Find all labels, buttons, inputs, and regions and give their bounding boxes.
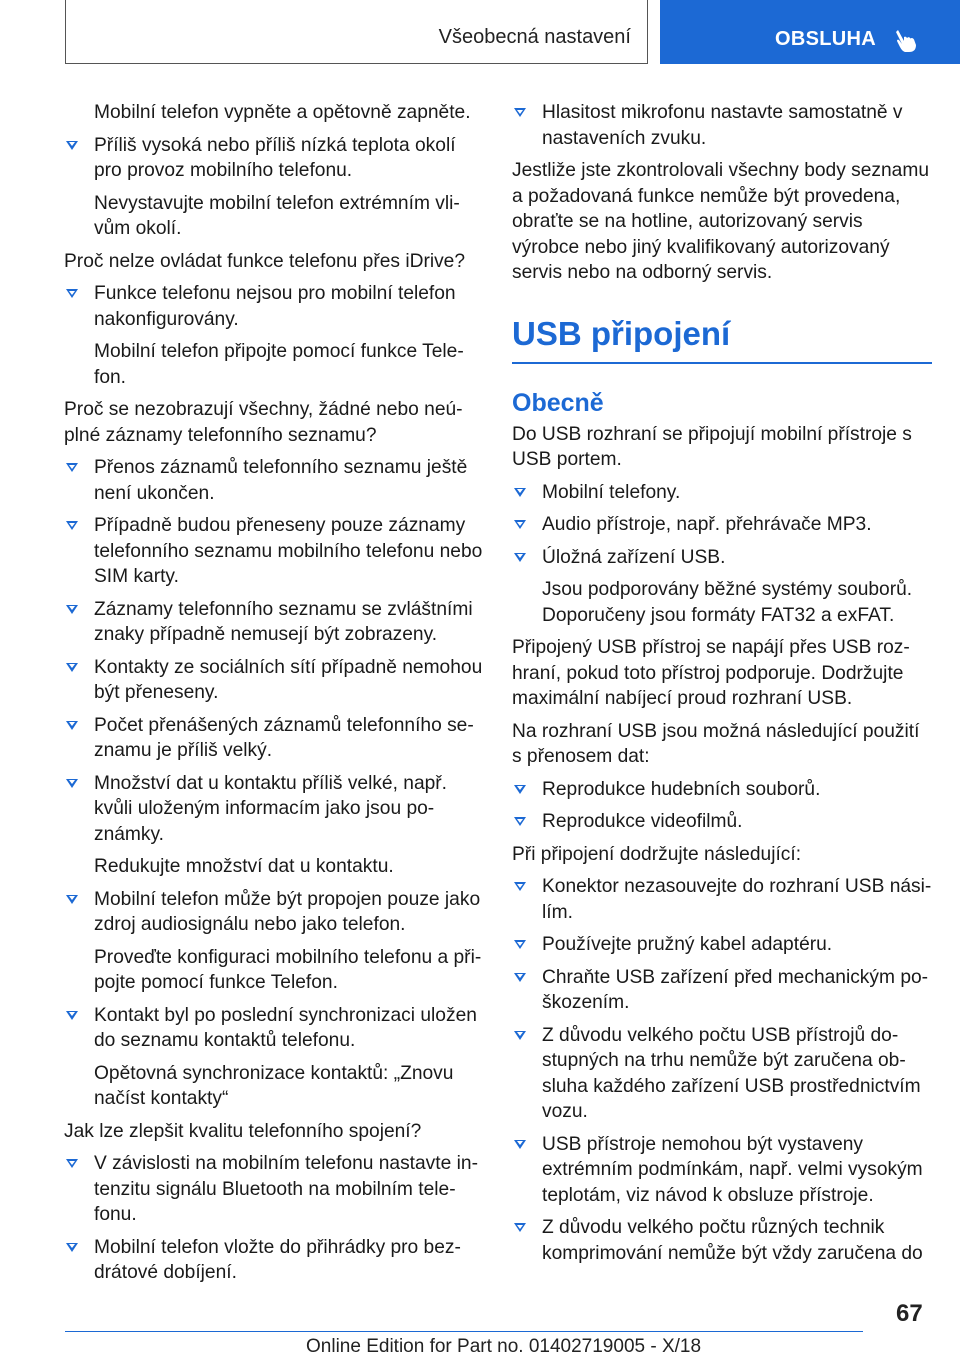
question: Jak lze zlepšit kvalitu telefonního spojení?	[64, 1120, 422, 1142]
bullet-triangle-icon	[66, 521, 78, 530]
list-item: Z důvodu velkého počtu USB přístrojů dostupných na trhu nemůže být zaručena obsluha každého zařízení USB prostřednictvím vozu.	[512, 1023, 932, 1125]
list-item: Hlasitost mikrofonu nastavte samostatně v nastaveních zvuku.	[512, 100, 932, 151]
list-item: Mobilní telefon vložte do přihrádky pro bezdrátové dobíjení.	[64, 1235, 484, 1286]
paragraph: Připojený USB přístroj se napájí přes USB rozhraní, pokud toto přístroj podporuje. Dodržujte maximální nabíjecí proud rozhraní USB.	[512, 637, 910, 709]
bullet-triangle-icon	[514, 882, 526, 891]
chapter-tab-label: OBSLUHA	[775, 28, 876, 50]
bullet-triangle-icon	[514, 1223, 526, 1232]
paragraph: Redukujte množství dat u kontaktu.	[94, 856, 394, 877]
list-item: Množství dat u kontaktu příliš velké, např. kvůli uloženým informacím jako jsou poznámky.	[64, 771, 484, 848]
paragraph: Do USB rozhraní se připojují mobilní přístroje s USB portem.	[512, 423, 912, 470]
list-item: Reprodukce hudebních souborů.	[512, 777, 932, 803]
paragraph: Opětovná synchronizace kontaktů: „Znovu načíst kontakty“	[94, 1062, 454, 1109]
paragraph: Mobilní telefon vypněte a opětovně zapněte.	[94, 102, 471, 123]
list-item: Záznamy telefonního seznamu se zvláštními znaky případně nemusejí být zobrazeny.	[64, 597, 484, 648]
list-item: Případně budou přeneseny pouze záznamy telefonního seznamu mobilního telefonu nebo SIM karty.	[64, 513, 484, 590]
subsection-heading: Obecně	[512, 388, 604, 417]
bullet-triangle-icon	[66, 463, 78, 472]
bullet-triangle-icon	[66, 895, 78, 904]
paragraph: Na rozhraní USB jsou možná následující použití s přenosem dat:	[512, 720, 920, 767]
bullet-triangle-icon	[514, 520, 526, 529]
bullet-triangle-icon	[66, 141, 78, 150]
section-heading: USB připojení	[512, 316, 932, 364]
list-item: Úložná zařízení USB.	[512, 545, 932, 571]
bullet-triangle-icon	[514, 940, 526, 949]
list-item: Funkce telefonu nejsou pro mobilní telefon nakonfigurovány.	[64, 281, 484, 332]
bullet-triangle-icon	[66, 289, 78, 298]
bullet-triangle-icon	[66, 1159, 78, 1168]
paragraph: Mobilní telefon připojte pomocí funkce Telefon.	[94, 341, 464, 388]
question: Proč se nezobrazují všechny, žádné nebo neúplné záznamy telefonního seznamu?	[64, 399, 463, 446]
list-item: Počet přenášených záznamů telefonního seznamu je příliš velký.	[64, 713, 484, 764]
page-number: 67	[896, 1300, 923, 1327]
list-item: Z důvodu velkého počtu různých technik komprimování nemůže být vždy zaručena do	[512, 1215, 932, 1266]
list-item: Kontakt byl po poslední synchronizaci uložen do seznamu kontaktů telefonu.	[64, 1003, 484, 1054]
list-item: Kontakty ze sociálních sítí případně nemohou být přeneseny.	[64, 655, 484, 706]
left-column	[64, 100, 484, 1293]
list-item: Audio přístroje, např. přehrávače MP3.	[512, 512, 932, 538]
list-item: V závislosti na mobilním telefonu nastavte intenzitu signálu Bluetooth na mobilním telefonu.	[64, 1151, 484, 1228]
right-column	[512, 100, 932, 1273]
paragraph: Proveďte konfiguraci mobilního telefonu a připojte pomocí funkce Telefon.	[94, 946, 482, 993]
footer-divider	[65, 1331, 863, 1332]
header-section-box	[65, 0, 648, 64]
list-item: Reprodukce videofilmů.	[512, 809, 932, 835]
bullet-triangle-icon	[514, 488, 526, 497]
bullet-triangle-icon	[514, 817, 526, 826]
list-item: Konektor nezasouvejte do rozhraní USB násilím.	[512, 874, 932, 925]
list-item: Používejte pružný kabel adaptéru.	[512, 932, 932, 958]
bullet-triangle-icon	[514, 108, 526, 117]
bullet-triangle-icon	[66, 663, 78, 672]
paragraph: Nevystavujte mobilní telefon extrémním vlivům okolí.	[94, 192, 460, 239]
list-item: Chraňte USB zařízení před mechanickým poškozením.	[512, 965, 932, 1016]
bullet-triangle-icon	[66, 779, 78, 788]
bullet-triangle-icon	[514, 973, 526, 982]
list-item: Mobilní telefony.	[512, 480, 932, 506]
list-item: Mobilní telefon může být propojen pouze jako zdroj audiosignálu nebo jako telefon.	[64, 887, 484, 938]
question: Proč nelze ovládat funkce telefonu přes iDrive?	[64, 250, 466, 272]
paragraph: Jestliže jste zkontrolovali všechny body seznamu a požadovaná funkce nemůže být provedena, obraťte se na hotline, autorizovaný servis výrobce nebo jiný kvalifikovaný autorizovaný servis nebo na odborný servis.	[512, 160, 929, 283]
bullet-triangle-icon	[514, 1031, 526, 1040]
bullet-triangle-icon	[66, 1243, 78, 1252]
bullet-triangle-icon	[66, 605, 78, 614]
bullet-triangle-icon	[66, 721, 78, 730]
list-item: Příliš vysoká nebo příliš nízká teplota okolí pro provoz mobilního telefonu.	[64, 133, 484, 184]
bullet-triangle-icon	[66, 1011, 78, 1020]
paragraph: Jsou podporovány běžné systémy souborů. Doporučeny jsou formáty FAT32 a exFAT.	[542, 579, 913, 626]
footer-edition: Online Edition for Part no. 01402719005 - X/18	[306, 1336, 702, 1357]
list-item: USB přístroje nemohou být vystaveny extrémním podmínkám, např. velmi vysokým teplotám, viz návod k obsluze přístroje.	[512, 1132, 932, 1209]
paragraph: Při připojení dodržujte následující:	[512, 843, 802, 865]
bullet-triangle-icon	[514, 785, 526, 794]
pointing-hand-icon	[894, 28, 920, 54]
bullet-triangle-icon	[514, 553, 526, 562]
section-title: Všeobecná nastavení	[438, 26, 631, 48]
list-item: Přenos záznamů telefonního seznamu ještě není ukončen.	[64, 455, 484, 506]
bullet-triangle-icon	[514, 1140, 526, 1149]
